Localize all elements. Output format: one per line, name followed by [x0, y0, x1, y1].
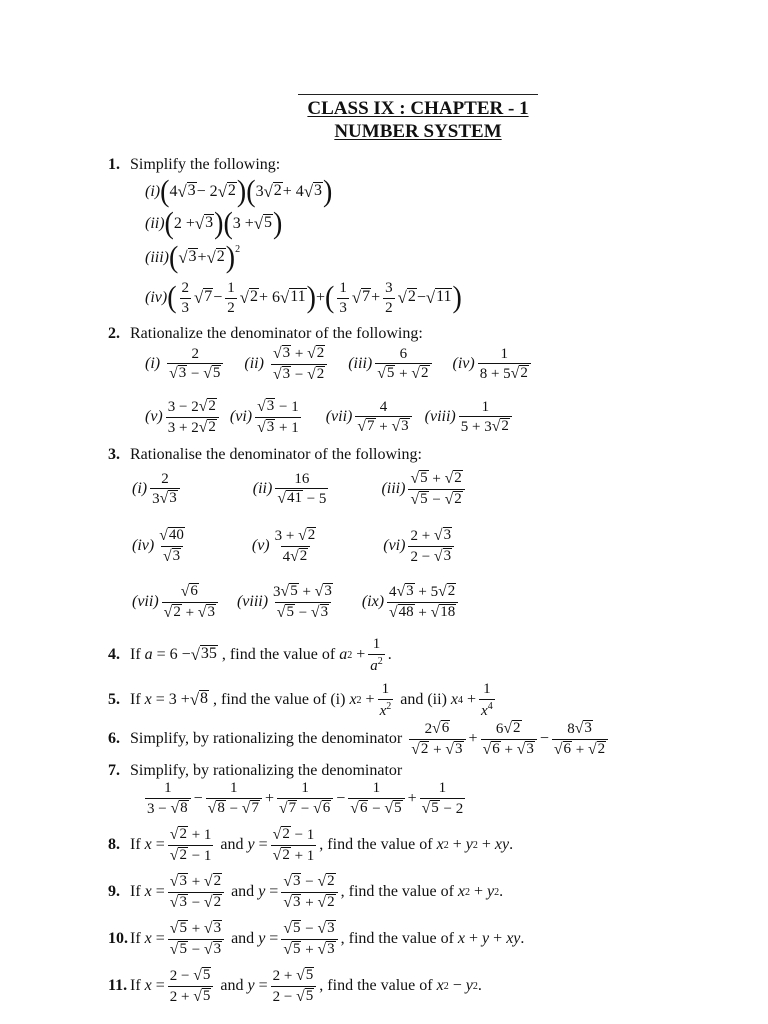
- q2-row-2: (v) 3 − 2 √ 2 3 + 2 √ 2 (vi) √ 3 − 1 √ 3 + 1 (vii) 4 √ 7 + √ 3 (viii) 1 5 + 3 √ 2: [145, 398, 515, 436]
- q3-row-2: (iv) √ 40 √ 3 (v) 3 + √ 2 4 √ 2 (vi) 2 + √ 3 2 − √ 3: [132, 527, 457, 565]
- page-title: CLASS IX : CHAPTER - 1: [307, 98, 529, 119]
- question-11: 11. If x = 2 − √ 5 2 + √ 5 and y = 2 + √ 5 2 − √ 5 , find the value of x 2 − y 2 .: [108, 967, 482, 1005]
- question-3: 3. Rationalise the denominator of the following:: [108, 446, 422, 463]
- q1-part-i: (i) ( 4 √ 3 − 2 √ 2 ) ( 3 √ 2 + 4 √ 3 ): [145, 174, 333, 209]
- question-6: 6. Simplify, by rationalizing the denominator 2 √ 6 √ 2 + √ 3 + 6 √ 2 √ 6 + √ 3 − 8 √ 3 √ 6 + √ 2: [108, 720, 611, 758]
- question-7: 7. Simplify, by rationalizing the denominator: [108, 762, 403, 779]
- question-9: 9. If x = √ 3 + √ 2 √ 3 − √ 2 and y = √ 3 − √ 2 √ 3 + √ 2 , find the value of x 2 + y 2 .: [108, 873, 504, 911]
- q2-row-1: (i) 2 √ 3 − √ 5 (ii) √ 3 + √ 2 √ 3 − √ 2 (iii) 6 √ 5 + √ 2 (iv) 1 8 + 5 √ 2: [145, 345, 534, 383]
- title-rule: [298, 94, 538, 95]
- q3-row-1: (i) 2 3 √ 3 (ii) 16 √ 41 − 5 (iii) √ 5 + √ 2 √ 5 − √ 2: [132, 470, 468, 508]
- question-10: 10. If x = √ 5 + √ 3 √ 5 − √ 3 and y = √ 5 − √ 3 √ 5 + √ 3 , find the value of x + y + xy .: [108, 920, 525, 958]
- question-2: 2. Rationalize the denominator of the following:: [108, 325, 423, 342]
- question-1: 1. Simplify the following:: [108, 156, 281, 173]
- question-4: 4. If a = 6 − √ 35 , find the value of a 2 + $\frac{1}{a^2}$ .: [108, 636, 392, 674]
- q1-part-iii: (iii) ( √ 3 + √ 2 ) $^2$: [145, 240, 241, 275]
- q1-part-ii: (ii) ( 2 + √ 3 ) ( 3 + √ 5 ): [145, 206, 283, 241]
- q3-row-3: (vii) √ 6 √ 2 + √ 3 (viii) 3 √ 5 + √ 3 √ 5 − √ 3 (ix) 4 √ 3 + 5 √ 2 √ 48 + √ 18: [132, 583, 461, 621]
- q1-part-iv: (iv) ( $\frac{2}{3}$ √ 7 − $\frac{1}{2}$ √ 2 + 6 √ 11 ) + ( $\frac{1}{3}$ √ 7 + $\frac{3}{2}$ √ 2 − √ 11 ): [145, 280, 462, 316]
- question-8: 8. If x = √ 2 + 1 √ 2 − 1 and y = √ 2 − 1 √ 2 + 1 , find the value of x 2 + y 2 + xy .: [108, 826, 514, 864]
- page-subtitle: NUMBER SYSTEM: [334, 121, 502, 142]
- q7-expression: 1 3 − √ 8 − 1 √ 8 − √ 7 + 1 √ 7 − √ 6 − 1 √ 6 − √ 5 + 1 √ 5 − 2: [147, 780, 464, 817]
- question-5: 5. If x = 3 + √ 8 , find the value of (i) x 2 + $\frac{1}{x^2}$ and (ii) x 4 + $\frac{1}{x^4}$: [108, 681, 493, 719]
